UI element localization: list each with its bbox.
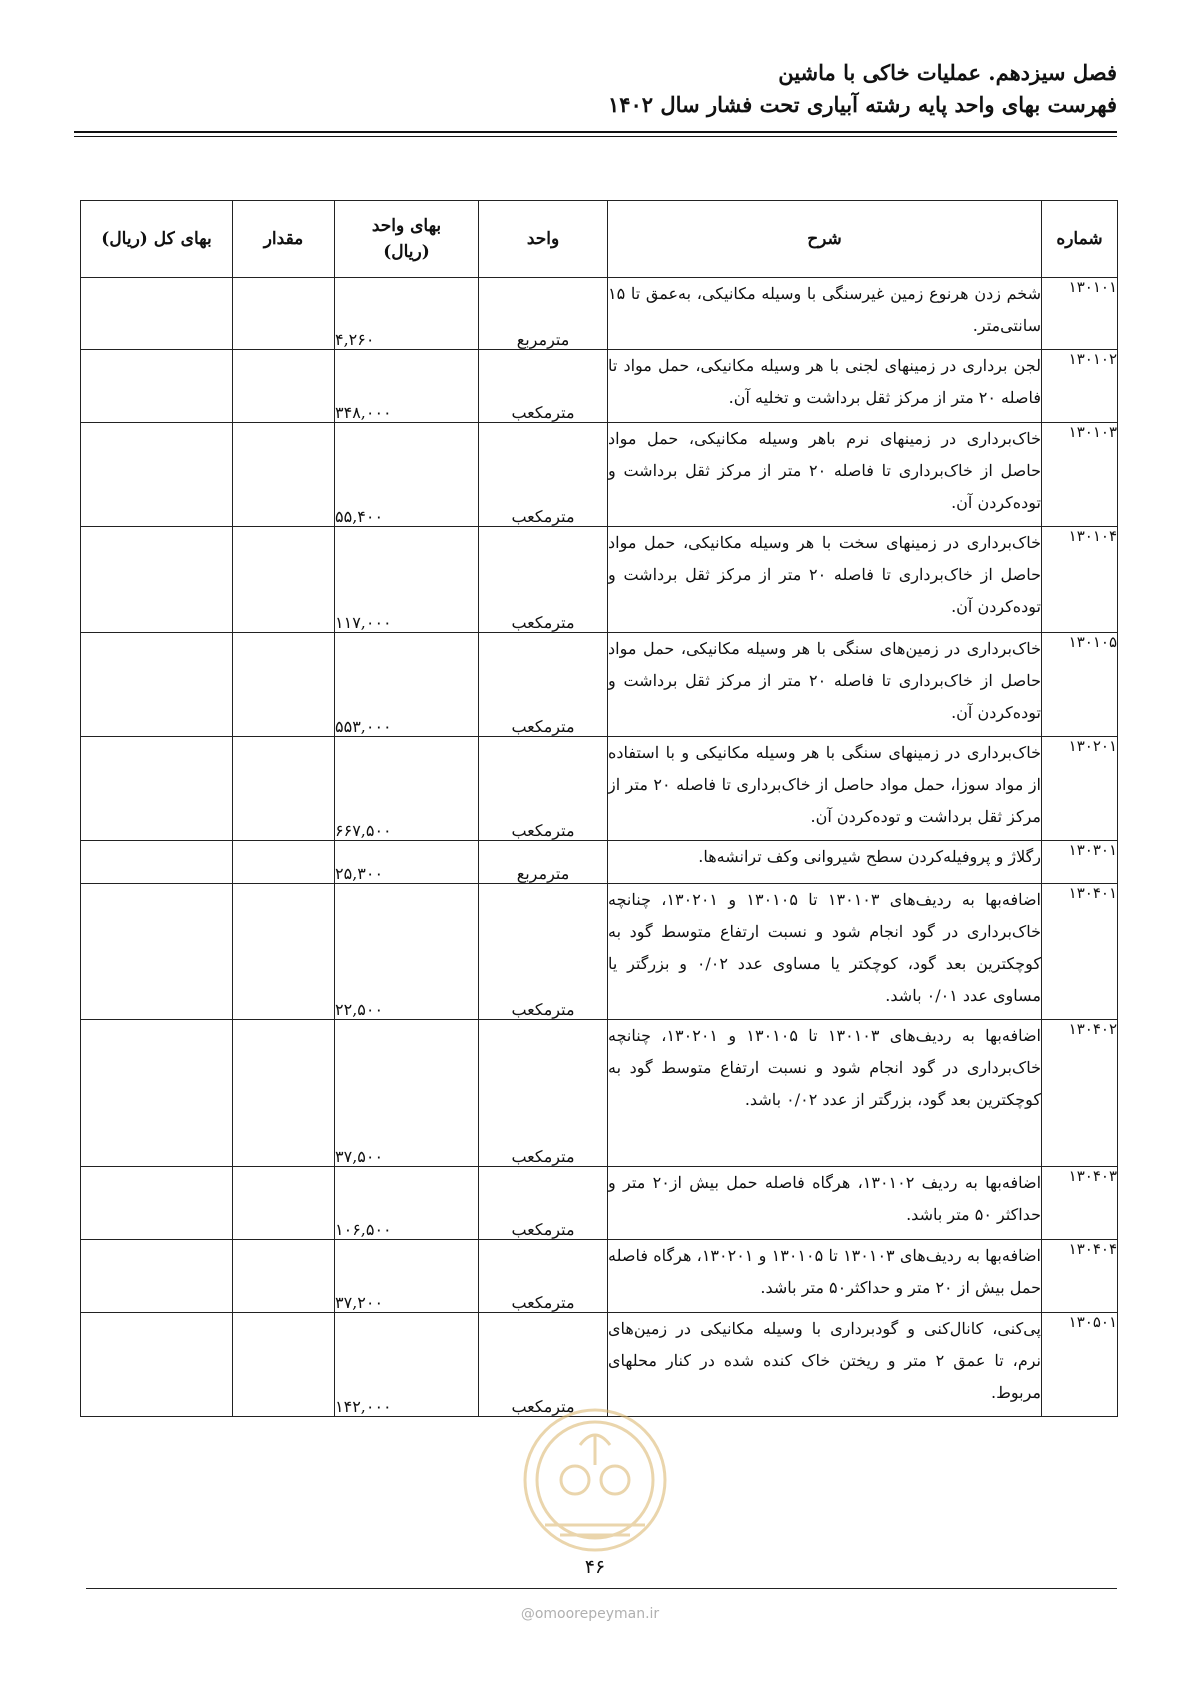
- header-description: شرح: [608, 201, 1042, 278]
- row-quantity: [233, 1020, 335, 1167]
- chapter-title: فصل سیزدهم. عملیات خاکی با ماشین: [778, 60, 1117, 85]
- page-number: ۴۶: [584, 1556, 606, 1578]
- row-description: اضافه‌بها به ردیف‌های ۱۳۰۱۰۳ تا ۱۳۰۱۰۵ و ۱۳۰۲۰۱، هرگاه فاصله حمل بیش از ۲۰ متر و حداکثر۵۰ متر باشد.: [608, 1240, 1042, 1313]
- header-unit-price: [335, 201, 479, 278]
- page-header: [74, 58, 1117, 120]
- row-code: ۱۳۰۱۰۲: [1042, 350, 1118, 423]
- row-quantity: [233, 1313, 335, 1417]
- row-unit-price: ۳۴۸,۰۰۰: [335, 350, 479, 423]
- row-total: [81, 633, 233, 737]
- row-code: ۱۳۰۴۰۴: [1042, 1240, 1118, 1313]
- table-row: [81, 841, 1118, 884]
- row-quantity: [233, 1167, 335, 1240]
- row-total: [81, 1313, 233, 1417]
- header-quantity: مقدار: [233, 201, 335, 278]
- row-unit-price: ۵۵۳,۰۰۰: [335, 633, 479, 737]
- row-unit: مترمکعب: [479, 1313, 608, 1417]
- row-total: [81, 841, 233, 884]
- header-unit-price-label: بهای واحد: [371, 216, 442, 236]
- row-description: اضافه‌بها به ردیف‌های ۱۳۰۱۰۳ تا ۱۳۰۱۰۵ و ۱۳۰۲۰۱، چنانچه خاک‌برداری در گود انجام شود و نسبت ارتفاع متوسط گود به کوچکترین بعد گود، کوچکتر یا مساوی عدد ۰/۰۲ و بزرگتر یا مساوی عدد ۰/۰۱ باشد.: [608, 884, 1042, 1020]
- table-row: [81, 527, 1118, 633]
- price-list-title: فهرست بهای واحد پایه رشته آبیاری تحت فشار سال ۱۴۰۲: [607, 92, 1117, 117]
- table-row: [81, 633, 1118, 737]
- row-description: خاک‌برداری در زمین‌های سنگی با هر وسیله مکانیکی، حمل مواد حاصل از خاک‌برداری تا فاصله ۲۰ متر از مرکز ثقل برداشت و توده‌کردن آن.: [608, 633, 1042, 737]
- row-unit-price: ۴,۲۶۰: [335, 278, 479, 350]
- price-table: [80, 200, 1118, 1417]
- table-row: [81, 423, 1118, 527]
- row-unit-price: ۳۷,۵۰۰: [335, 1020, 479, 1167]
- row-description: خاک‌برداری در زمینهای سخت با هر وسیله مکانیکی، حمل مواد حاصل از خاک‌برداری تا فاصله ۲۰ متر از مرکز ثقل برداشت و توده‌کردن آن.: [608, 527, 1042, 633]
- row-total: [81, 278, 233, 350]
- header-unit: واحد: [479, 201, 608, 278]
- row-unit: مترمکعب: [479, 350, 608, 423]
- header-code: شماره: [1042, 201, 1118, 278]
- row-unit: مترمربع: [479, 841, 608, 884]
- row-code: ۱۳۰۱۰۱: [1042, 278, 1118, 350]
- row-unit-price: ۲۲,۵۰۰: [335, 884, 479, 1020]
- row-description: پی‌کنی، کانال‌کنی و گودبرداری با وسیله مکانیکی در زمین‌های نرم، تا عمق ۲ متر و ریختن خاک کنده شده در کنار محلهای مربوط.: [608, 1313, 1042, 1417]
- table-row: [81, 1167, 1118, 1240]
- row-unit: مترمکعب: [479, 1020, 608, 1167]
- row-total: [81, 1167, 233, 1240]
- row-description: خاک‌برداری در زمینهای سنگی با هر وسیله مکانیکی و با استفاده از مواد سوزا، حمل مواد حاصل از خاک‌برداری تا فاصله ۲۰ متر از مرکز ثقل برداشت و توده‌کردن آن.: [608, 737, 1042, 841]
- row-code: ۱۳۰۳۰۱: [1042, 841, 1118, 884]
- row-code: ۱۳۰۴۰۱: [1042, 884, 1118, 1020]
- header-rule-thick: [74, 131, 1117, 133]
- row-quantity: [233, 527, 335, 633]
- row-quantity: [233, 633, 335, 737]
- row-quantity: [233, 1240, 335, 1313]
- row-quantity: [233, 350, 335, 423]
- row-quantity: [233, 737, 335, 841]
- row-unit-price: ۲۵,۳۰۰: [335, 841, 479, 884]
- table-row: [81, 884, 1118, 1020]
- row-unit: مترمکعب: [479, 527, 608, 633]
- row-code: ۱۳۰۱۰۵: [1042, 633, 1118, 737]
- row-code: ۱۳۰۴۰۳: [1042, 1167, 1118, 1240]
- row-total: [81, 1020, 233, 1167]
- row-unit: مترمکعب: [479, 1167, 608, 1240]
- row-unit-price: ۱۴۲,۰۰۰: [335, 1313, 479, 1417]
- row-description: اضافه‌بها به ردیف ۱۳۰۱۰۲، هرگاه فاصله حمل بیش از۲۰ متر و حداکثر ۵۰ متر باشد.: [608, 1167, 1042, 1240]
- row-unit-price: ۵۵,۴۰۰: [335, 423, 479, 527]
- row-unit: مترمکعب: [479, 633, 608, 737]
- row-quantity: [233, 278, 335, 350]
- row-unit: مترمکعب: [479, 884, 608, 1020]
- row-total: [81, 350, 233, 423]
- row-total: [81, 737, 233, 841]
- row-description: رگلاژ و پروفیله‌کردن سطح شیروانی وکف ترانشه‌ها.: [608, 841, 1042, 884]
- row-total: [81, 884, 233, 1020]
- row-description: اضافه‌بها به ردیف‌های ۱۳۰۱۰۳ تا ۱۳۰۱۰۵ و ۱۳۰۲۰۱، چنانچه خاک‌برداری در گود انجام شود و نسبت ارتفاع متوسط گود به کوچکترین بعد گود، بزرگتر از عدد ۰/۰۲ باشد.: [608, 1020, 1042, 1167]
- header-total-price: بهای کل (ریال): [81, 201, 233, 278]
- row-unit: مترمکعب: [479, 1240, 608, 1313]
- table-row: [81, 278, 1118, 350]
- row-description: خاک‌برداری در زمینهای نرم باهر وسیله مکانیکی، حمل مواد حاصل از خاک‌برداری تا فاصله ۲۰ متر از مرکز ثقل برداشت و توده‌کردن آن.: [608, 423, 1042, 527]
- table-header-row: [81, 201, 1118, 278]
- row-code: ۱۳۰۴۰۲: [1042, 1020, 1118, 1167]
- footer-rule: [86, 1588, 1117, 1589]
- row-code: ۱۳۰۱۰۴: [1042, 527, 1118, 633]
- row-description: لجن برداری در زمینهای لجنی با هر وسیله مکانیکی، حمل مواد تا فاصله ۲۰ متر از مرکز ثقل برداشت و تخلیه آن.: [608, 350, 1042, 423]
- table-row: [81, 350, 1118, 423]
- row-unit-price: ۱۰۶,۵۰۰: [335, 1167, 479, 1240]
- row-code: ۱۳۰۱۰۳: [1042, 423, 1118, 527]
- row-quantity: [233, 884, 335, 1020]
- row-code: ۱۳۰۲۰۱: [1042, 737, 1118, 841]
- row-unit-price: ۶۶۷,۵۰۰: [335, 737, 479, 841]
- row-quantity: [233, 423, 335, 527]
- row-description: شخم زدن هرنوع زمین غیرسنگی با وسیله مکانیکی، به‌عمق تا ۱۵ سانتی‌متر.: [608, 278, 1042, 350]
- row-unit-price: ۱۱۷,۰۰۰: [335, 527, 479, 633]
- row-quantity: [233, 841, 335, 884]
- row-code: ۱۳۰۵۰۱: [1042, 1313, 1118, 1417]
- header-rule-thin: [74, 136, 1117, 137]
- table-row: [81, 737, 1118, 841]
- website-watermark: @omoorepeyman.ir: [520, 1606, 660, 1622]
- row-unit: مترمکعب: [479, 423, 608, 527]
- header-unit-price-currency: (ریال): [383, 242, 430, 262]
- row-total: [81, 423, 233, 527]
- row-unit: مترمکعب: [479, 737, 608, 841]
- watermark-logo: [505, 1385, 685, 1565]
- row-unit-price: ۳۷,۲۰۰: [335, 1240, 479, 1313]
- row-unit: مترمربع: [479, 278, 608, 350]
- row-total: [81, 1240, 233, 1313]
- row-total: [81, 527, 233, 633]
- table-row: [81, 1240, 1118, 1313]
- table-row: [81, 1020, 1118, 1167]
